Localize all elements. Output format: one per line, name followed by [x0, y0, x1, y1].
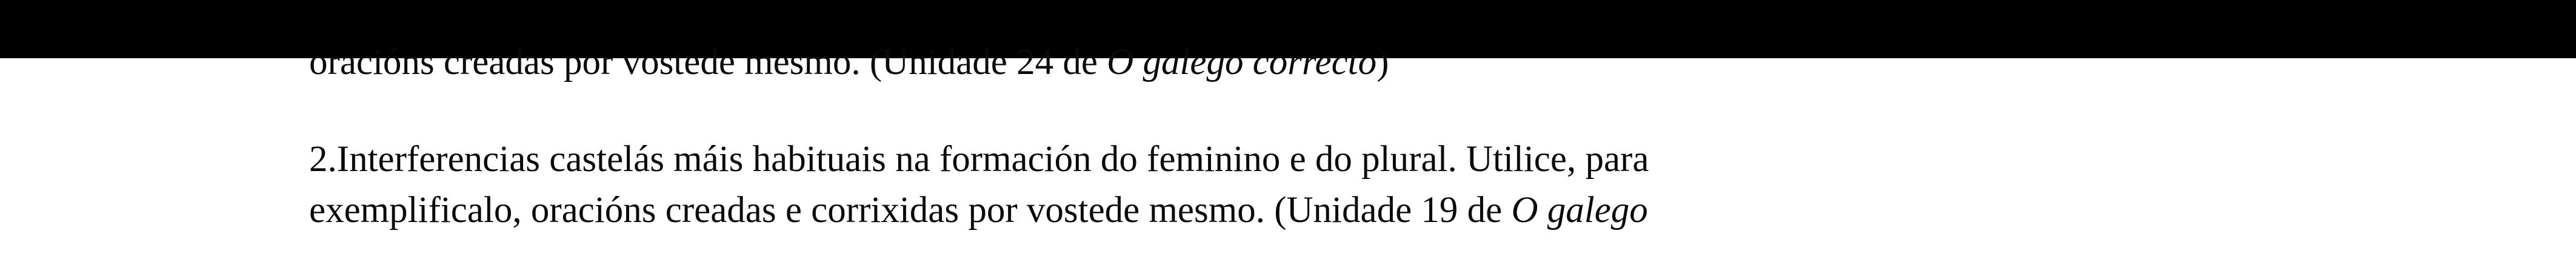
line-1-text: oracións creadas por vostede mesmo. (Unidade 24 de	[309, 42, 1107, 83]
line-1-italic: O galego correcto	[1107, 42, 1377, 83]
text-line-2	[309, 138, 1649, 181]
line-1-end: )	[1376, 42, 1389, 83]
line-3-italic: O galego	[1511, 190, 1648, 231]
line-3-text: exemplificalo, oracións creadas e corrixidas por vostede mesmo. (Unidade 19 de	[309, 190, 1512, 231]
line-2-text: 2.Interferencias castelás máis habituais na formación do feminino e do plural. Utilice, para	[309, 139, 1649, 180]
text-line-1	[309, 41, 1389, 84]
text-line-3	[309, 189, 1648, 232]
